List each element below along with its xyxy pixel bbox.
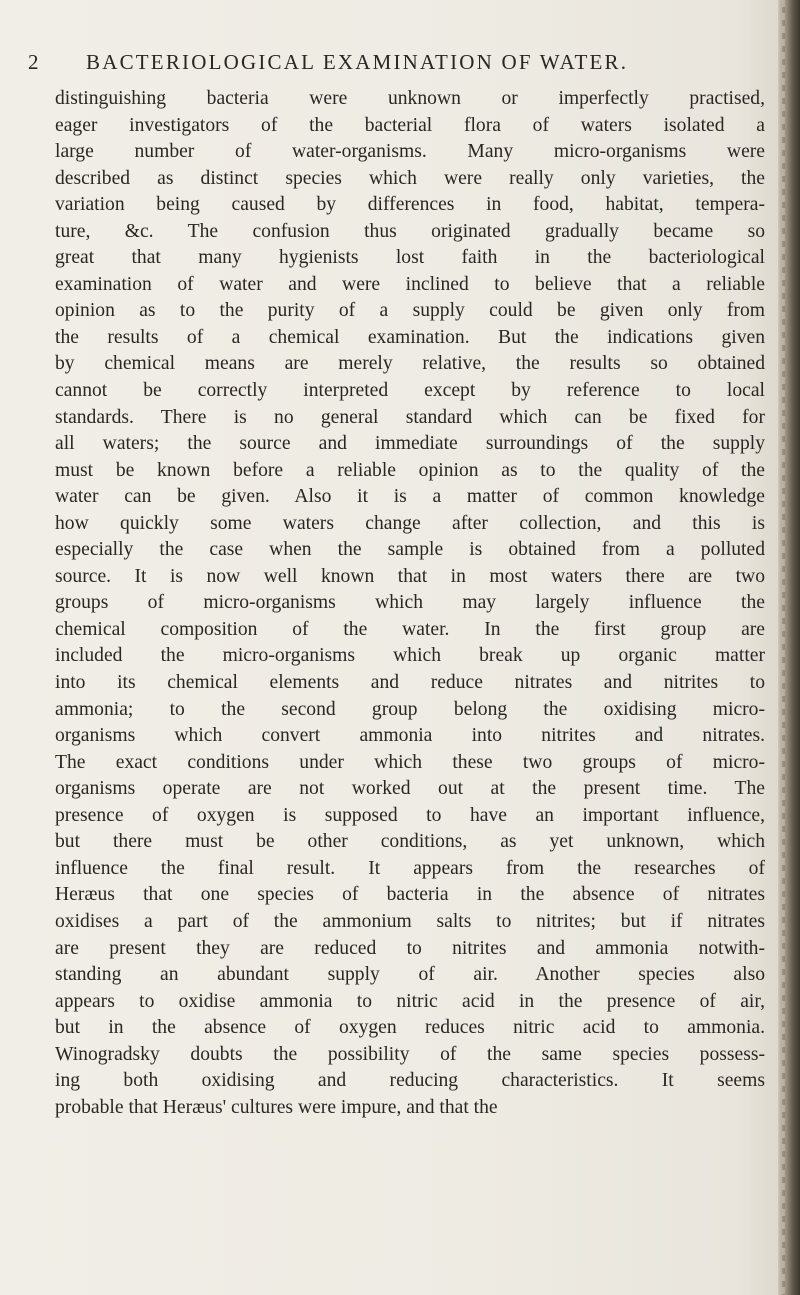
text-line: The exact conditions under which these two groups of micro-	[55, 751, 765, 773]
text-line: opinion as to the purity of a supply could be given only from	[55, 300, 765, 322]
text-line: source. It is now well known that in most waters there are two	[55, 565, 765, 587]
text-line: ammonia; to the second group belong the oxidising micro-	[55, 698, 765, 720]
text-line: organisms which convert ammonia into nitrites and nitrates.	[55, 725, 765, 747]
text-line: must be known before a reliable opinion as to the quality of the	[55, 459, 765, 481]
text-line: appears to oxidise ammonia to nitric acid in the presence of air,	[55, 990, 765, 1012]
page-header	[28, 50, 768, 90]
text-line: are present they are reduced to nitrites and ammonia notwith-	[55, 937, 765, 959]
text-line: variation being caused by differences in food, habitat, tempera-	[55, 194, 765, 216]
text-line: standing an abundant supply of air. Another species also	[55, 964, 765, 986]
text-line: but in the absence of oxygen reduces nitric acid to ammonia.	[55, 1017, 765, 1039]
text-line: presence of oxygen is supposed to have an important influence,	[55, 804, 765, 826]
text-line: Winogradsky doubts the possibility of the same species possess-	[55, 1043, 765, 1065]
text-line: organisms operate are not worked out at the present time. The	[55, 778, 765, 800]
page-number: 2	[28, 50, 39, 74]
text-line: cannot be correctly interpreted except by reference to local	[55, 380, 765, 402]
text-line: large number of water-organisms. Many micro-organisms were	[55, 141, 765, 163]
text-line: chemical composition of the water. In the first group are	[55, 618, 765, 640]
text-line: by chemical means are merely relative, the results so obtained	[55, 353, 765, 375]
text-line: ture, &c. The confusion thus originated gradually became so	[55, 220, 765, 242]
text-line: probable that Heræus' cultures were impure, and that the	[55, 1096, 498, 1118]
text-line: distinguishing bacteria were unknown or imperfectly practised,	[55, 88, 765, 109]
text-line: ing both oxidising and reducing characteristics. It seems	[55, 1070, 765, 1092]
text-line: the results of a chemical examination. But the indications given	[55, 326, 765, 348]
text-line: but there must be other conditions, as yet unknown, which	[55, 831, 765, 853]
running-title: BACTERIOLOGICAL EXAMINATION OF WATER.	[86, 50, 629, 74]
text-line: water can be given. Also it is a matter of common knowledge	[55, 486, 765, 508]
text-line: Heræus that one species of bacteria in the absence of nitrates	[55, 884, 765, 906]
text-line: how quickly some waters change after collection, and this is	[55, 512, 765, 534]
text-line: groups of micro-organisms which may largely influence the	[55, 592, 765, 614]
text-line: examination of water and were inclined to believe that a reliable	[55, 273, 765, 295]
page-binding-edge	[778, 0, 800, 1295]
text-line: especially the case when the sample is obtained from a polluted	[55, 539, 765, 561]
text-line: included the micro-organisms which break up organic matter	[55, 645, 765, 667]
text-line: standards. There is no general standard which can be fixed for	[55, 406, 765, 428]
body-paragraph	[55, 86, 765, 1121]
text-line: oxidises a part of the ammonium salts to nitrites; but if nitrates	[55, 910, 765, 932]
text-line: all waters; the source and immediate surroundings of the supply	[55, 433, 765, 455]
text-line: eager investigators of the bacterial flora of waters isolated a	[55, 114, 765, 136]
text-line: described as distinct species which were really only varieties, the	[55, 167, 765, 189]
text-line: into its chemical elements and reduce nitrates and nitrites to	[55, 672, 765, 694]
text-line: influence the final result. It appears from the researches of	[55, 857, 765, 879]
text-line: great that many hygienists lost faith in the bacteriological	[55, 247, 765, 269]
